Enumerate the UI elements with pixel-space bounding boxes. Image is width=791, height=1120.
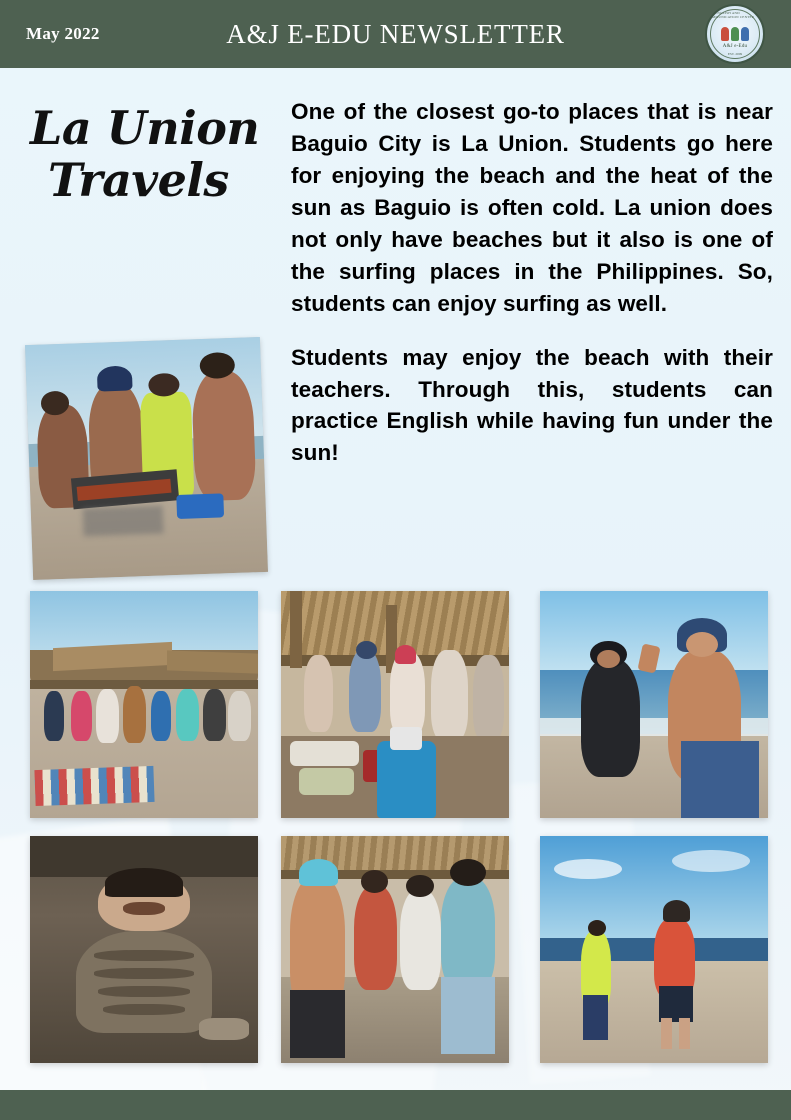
logo-top-text: A&J ENGLISH AND COMMUNICATION CENTER bbox=[707, 11, 755, 19]
article-paragraph-2: Students may enjoy the beach with their teachers. Through this, students can practice English while having fun under the sun! bbox=[291, 344, 773, 466]
article-title-line-2: Travels bbox=[48, 152, 229, 207]
page-header bbox=[0, 0, 791, 68]
photo-beach-huts bbox=[30, 591, 258, 818]
photo-buried-in-sand bbox=[30, 836, 258, 1063]
logo-container bbox=[615, 4, 765, 64]
article-title-text bbox=[30, 101, 280, 207]
photo-hut-food-table bbox=[281, 591, 509, 818]
logo-center-text: A&J e-Edu bbox=[722, 44, 748, 49]
logo-people-icon bbox=[721, 27, 749, 41]
article-body bbox=[291, 96, 773, 469]
logo-sub-text: EST. 2009 bbox=[727, 52, 743, 56]
organization-logo-icon bbox=[705, 4, 765, 64]
photo-peace-sign-students bbox=[540, 591, 768, 818]
issue-date: May 2022 bbox=[26, 24, 100, 43]
article-title bbox=[30, 101, 280, 207]
page-footer bbox=[0, 1090, 791, 1120]
photo-beach-walk bbox=[540, 836, 768, 1063]
article-title-line-1: La Union bbox=[30, 101, 260, 155]
photo-bbq-grilling bbox=[25, 337, 268, 580]
newsletter-title: A&J E-EDU NEWSLETTER bbox=[226, 18, 565, 49]
photo-group-under-hut bbox=[281, 836, 509, 1063]
article-paragraph-1: One of the closest go-to places that is near Baguio City is La Union. Students go here for enjoying the beach and the heat of the sun as Baguio is often cold. La union does not only have beaches but it also is one of the surfing places in the Philippines. So, students can enjoy surfing as well. bbox=[291, 99, 773, 316]
